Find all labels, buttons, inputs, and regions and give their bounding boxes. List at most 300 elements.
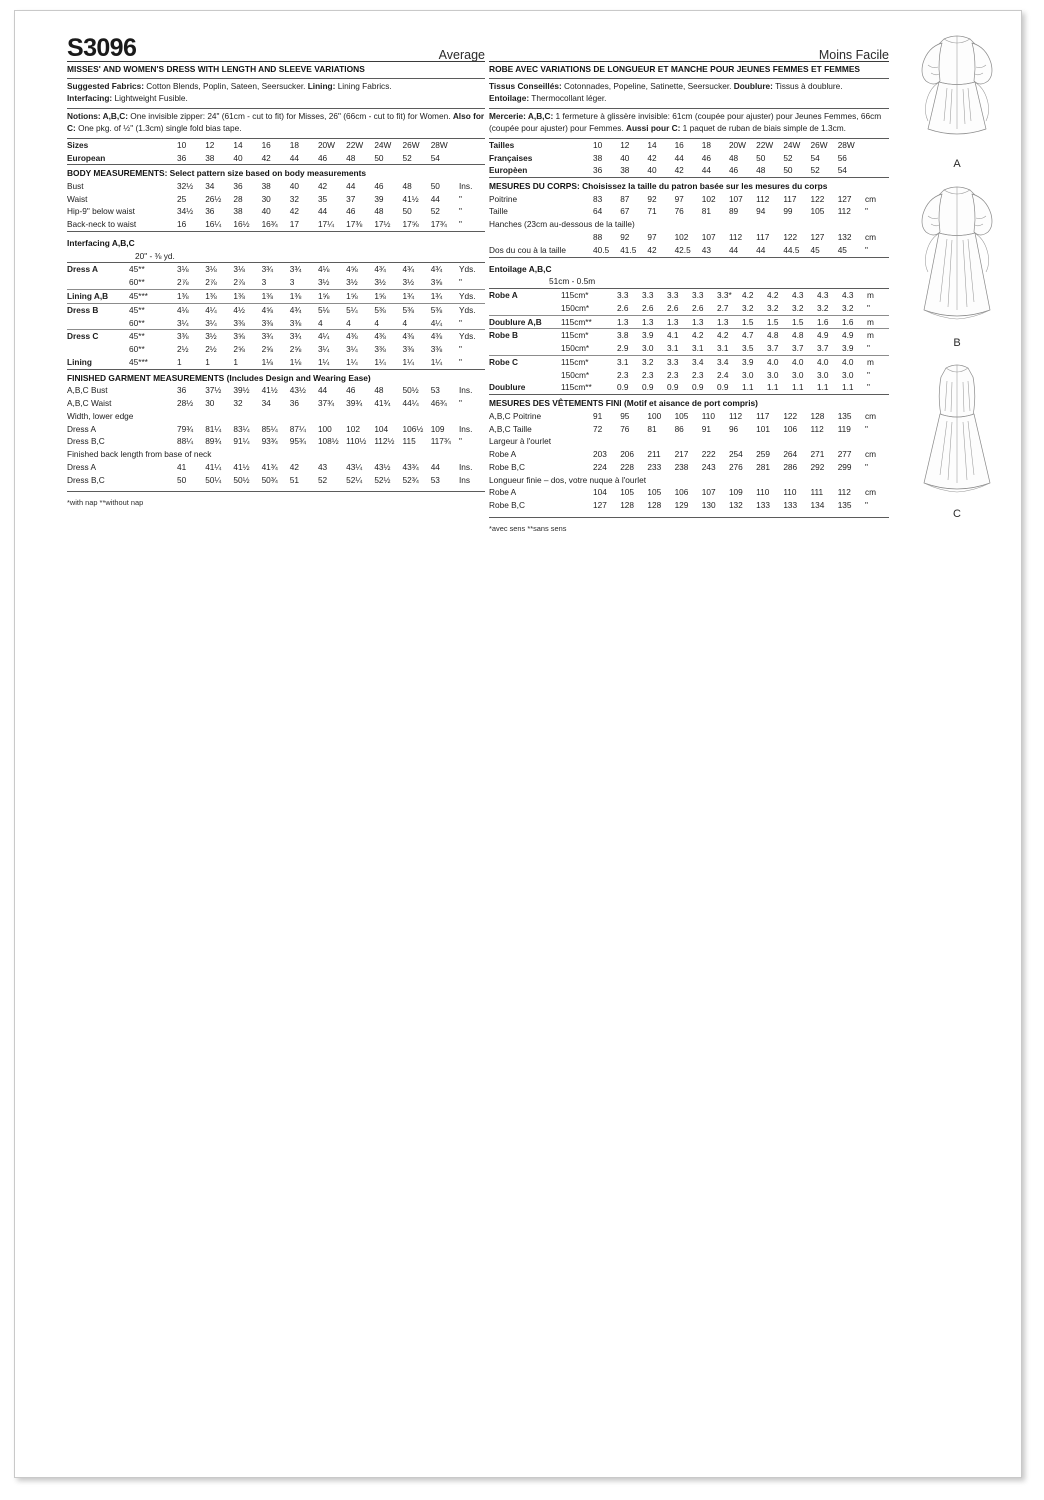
cell-size-1: 41¼: [205, 461, 222, 472]
cell-size-2: 97: [647, 232, 657, 243]
row-unit: ": [459, 436, 462, 447]
cell-size-1: 4¼: [205, 304, 217, 315]
cell-size-5: 1.1: [742, 382, 754, 393]
cell-size-2: 14: [647, 139, 657, 150]
cell-size-7: 4¾: [374, 264, 386, 275]
cell-size-3: 106: [674, 487, 689, 498]
cell-size-9: 109: [430, 423, 445, 434]
cell-size-9: 3.2: [842, 302, 854, 313]
cell-size-3: 3⅜: [261, 317, 274, 328]
interfacing-heading-en: Interfacing A,B,C: [67, 238, 135, 249]
row-label: A,B,C Bust: [67, 385, 108, 396]
cell-size-9: 4.3: [842, 289, 854, 300]
cell-size-7: 50: [783, 165, 793, 176]
cell-size-9: 1¾: [430, 290, 443, 301]
cell-size-9: 28W: [837, 139, 855, 150]
cell-size-3: 3.4: [692, 356, 704, 367]
cell-size-0: 88¼: [177, 436, 194, 447]
cell-size-2: 41½: [233, 461, 250, 472]
cell-size-1: 34: [205, 180, 215, 191]
yardage-table-fr: [489, 288, 889, 394]
table-row: [489, 139, 889, 152]
cell-size-1: 3¼: [205, 317, 217, 328]
cell-size-3: 3¾: [261, 264, 274, 275]
cell-size-4: 3.3*: [717, 289, 732, 300]
body-measurements-table-fr: [489, 193, 889, 219]
cell-size-7: 4.3: [792, 289, 804, 300]
back-length-heading-en: Finished back length from base of neck: [67, 449, 212, 460]
cell-size-8: 45: [810, 244, 820, 255]
cell-size-0: 2.6: [617, 302, 629, 313]
fabric-width: 115cm**: [561, 382, 592, 393]
cell-size-6: 44: [346, 180, 356, 191]
dress-a-drawing: [902, 25, 1012, 160]
hips-table-fr: [489, 231, 889, 257]
cell-size-3: 16: [674, 139, 684, 150]
cell-size-9: 52: [430, 206, 440, 217]
row-unit: ": [459, 277, 462, 288]
cell-size-9: 1¼: [430, 356, 443, 367]
cell-size-2: 1: [233, 356, 238, 367]
row-label: [67, 317, 129, 330]
cell-size-4: 2.4: [717, 369, 729, 380]
cell-size-0: 3.3: [617, 289, 629, 300]
table-row: [489, 486, 889, 499]
cell-size-7: 110: [783, 487, 797, 498]
cell-size-3: 105: [674, 410, 689, 421]
row-label: [489, 342, 561, 355]
row-unit: ": [865, 206, 868, 217]
lining-label-fr: Doublure:: [733, 81, 773, 92]
cell-size-7: 48: [374, 206, 384, 217]
cell-size-9: 4¾: [430, 264, 443, 275]
cell-size-3: 4⅝: [261, 304, 274, 315]
notions-label2-en: Also for C:: [67, 111, 485, 133]
cell-size-4: 243: [701, 461, 716, 472]
cell-size-4: 130: [701, 500, 716, 511]
row-label: [67, 343, 129, 356]
cell-size-6: 1¼: [346, 356, 358, 367]
cell-size-1: 37½: [205, 385, 222, 396]
cell-size-0: 88: [593, 232, 603, 243]
cell-size-1: 3.3: [642, 289, 654, 300]
cell-size-4: 2.7: [717, 302, 729, 313]
cell-size-9: 17¾: [430, 219, 447, 230]
cell-size-2: 105: [647, 487, 662, 498]
table-row: [489, 205, 889, 218]
row-label: A,B,C Taille: [489, 423, 532, 434]
row-unit: ": [459, 398, 462, 409]
cell-size-4: 81: [701, 206, 711, 217]
cell-size-3: 40: [261, 206, 271, 217]
cell-size-9: 53: [430, 385, 440, 396]
cell-size-3: 217: [674, 449, 689, 460]
cell-size-1: 206: [620, 449, 635, 460]
cell-size-9: 44: [430, 193, 440, 204]
cell-size-8: 122: [810, 193, 825, 204]
cell-size-4: 3¾: [289, 331, 302, 342]
yardage-row: [489, 369, 889, 382]
cell-size-7: 264: [783, 449, 798, 460]
cell-size-2: 42: [647, 152, 657, 163]
cell-size-7: 3.2: [792, 302, 804, 313]
cell-size-1: 41.5: [620, 244, 637, 255]
cell-size-5: 109: [728, 487, 743, 498]
fabrics-text-fr: Cotonnades, Popeline, Satinette, Seersucker.: [561, 81, 734, 92]
cell-size-7: 52: [783, 152, 793, 163]
cell-size-7: 4.8: [792, 330, 804, 341]
table-row: [67, 423, 485, 436]
cell-size-9: 3⅝: [430, 277, 443, 288]
fabric-width: 150cm*: [561, 369, 590, 380]
cell-size-0: 28½: [177, 398, 194, 409]
row-label: [67, 276, 129, 289]
notions-text-en: One invisible zipper: 24" (61cm - cut to fit) for Misses, 26" (66cm - cut to fit) for Women.: [128, 111, 453, 122]
body-measurements-table-en: [67, 180, 485, 231]
back-length-table-fr: [489, 486, 889, 512]
cell-size-1: 89¾: [205, 436, 222, 447]
cell-size-3: 2⅝: [261, 344, 274, 355]
cell-size-1: 26½: [205, 193, 222, 204]
cell-size-0: 64: [593, 206, 603, 217]
fabric-width: 45***: [129, 356, 148, 367]
cell-size-6: 1⅝: [346, 290, 358, 301]
cell-size-2: 2.6: [667, 302, 679, 313]
fabric-width: 115cm*: [561, 330, 589, 341]
row-unit: m: [867, 289, 874, 300]
row-label: Doublure A,B: [489, 316, 542, 327]
cell-size-8: 3⅜: [402, 344, 415, 355]
cell-size-3: 3: [261, 277, 267, 288]
notions-label-en: Notions: A,B,C:: [67, 111, 128, 122]
cell-size-4: 51: [289, 474, 299, 485]
cell-size-3: 1.3: [692, 316, 704, 327]
cell-size-6: 46: [346, 206, 356, 217]
cell-size-7: 133: [783, 500, 798, 511]
cell-size-4: 4.2: [717, 330, 729, 341]
yardage-row: [67, 303, 485, 316]
fabric-width: 60**: [129, 317, 145, 328]
yardage-row: [489, 288, 889, 301]
cell-size-9: 135: [837, 410, 852, 421]
row-label: Dress B,C: [67, 474, 105, 485]
cell-size-3: 238: [674, 461, 689, 472]
cell-size-0: 2.9: [617, 343, 629, 354]
cell-size-7: 3½: [374, 277, 386, 288]
cell-size-9: 1.1: [842, 382, 854, 393]
view-illustration-a: [901, 25, 1013, 170]
cell-size-0: 79¾: [177, 423, 194, 434]
cell-size-1: 105: [620, 487, 635, 498]
notions-fr: [489, 109, 889, 138]
cell-size-8: 4: [402, 317, 408, 328]
cell-size-1: 2.3: [642, 369, 654, 380]
interfacing-label-fr: Entoilage:: [489, 92, 530, 103]
row-unit: cm: [865, 410, 877, 421]
notions-label2-fr: Aussi pour C:: [625, 123, 681, 133]
cell-size-7: 3⅜: [374, 344, 386, 355]
cell-size-6: 4⅜: [346, 331, 358, 342]
cell-size-7: 104: [374, 423, 389, 434]
cell-size-1: 16¼: [205, 219, 222, 230]
cell-size-6: 3.0: [767, 369, 779, 380]
cell-size-9: 112: [837, 206, 851, 217]
fabric-width: 45**: [129, 264, 145, 275]
table-row: [67, 435, 485, 448]
cell-size-9: 3.9: [842, 343, 854, 354]
french-header: [489, 33, 889, 61]
body-measurements-heading-en: BODY MEASUREMENTS: Select pattern size based on body measurements: [67, 168, 367, 179]
cell-size-5: 254: [728, 449, 743, 460]
row-unit: Ins.: [459, 423, 473, 434]
cell-size-1: 40: [620, 152, 630, 163]
cell-size-7: 286: [783, 461, 798, 472]
cell-size-8: 52: [402, 152, 412, 163]
cell-size-7: 99: [783, 206, 793, 217]
cell-size-7: 46: [374, 180, 384, 191]
cell-size-9: 299: [837, 461, 852, 472]
cell-size-6: 281: [756, 461, 770, 472]
cell-size-9: 4.0: [842, 356, 854, 367]
table-row: [489, 499, 889, 512]
cell-size-8: 4⅜: [402, 331, 415, 342]
yardage-row: [67, 317, 485, 330]
cell-size-4: 4¾: [289, 304, 302, 315]
row-unit: ": [459, 344, 462, 355]
finished-measurements-table-en: [67, 384, 485, 410]
row-unit: [459, 139, 485, 152]
row-label: Françaises: [489, 152, 533, 163]
row-unit: ": [867, 369, 870, 380]
row-label: Sizes: [67, 139, 89, 150]
cell-size-8: 1.1: [817, 382, 829, 393]
row-unit: Ins.: [459, 385, 473, 396]
row-unit: Yds.: [459, 304, 476, 315]
cell-size-5: 44: [317, 206, 328, 217]
yardage-row: [67, 330, 485, 343]
cell-size-7: 41¾: [374, 398, 391, 409]
cell-size-2: 1.3: [667, 316, 679, 327]
view-illustration-b: [901, 176, 1013, 349]
row-unit: cm: [865, 232, 877, 243]
yardage-row: [489, 355, 889, 368]
cell-size-6: 22W: [756, 139, 774, 150]
cell-size-8: 50: [402, 206, 412, 217]
row-label: Lining: [67, 356, 92, 367]
cell-size-7: 122: [783, 410, 798, 421]
cell-size-9: 4.9: [842, 330, 854, 341]
cell-size-0: 38: [593, 152, 603, 163]
cell-size-9: 46¾: [430, 398, 447, 409]
cell-size-1: 1.3: [642, 316, 654, 327]
table-row: [67, 193, 485, 206]
cell-size-3: 3.3: [692, 289, 704, 300]
cell-size-5: 3½: [317, 277, 330, 288]
row-label: Poitrine: [489, 193, 518, 204]
cell-size-8: 44¼: [402, 398, 419, 409]
notions-text2-fr: 1 paquet de ruban de biais simple de 1.3cm.: [680, 123, 846, 133]
row-unit: ": [865, 500, 868, 511]
dress-c-drawing: [902, 355, 1012, 510]
cell-size-4: 3⅜: [289, 317, 302, 328]
width-lower-edge-table-fr: [489, 448, 889, 474]
cell-size-2: 81: [647, 423, 657, 434]
cell-size-4: 3.4: [717, 356, 729, 367]
cell-size-4: 2⅝: [289, 344, 302, 355]
row-label: Doublure: [489, 382, 526, 393]
cell-size-8: 128: [810, 410, 825, 421]
cell-size-5: 276: [728, 461, 743, 472]
yardage-row: [67, 276, 485, 289]
cell-size-7: 17½: [374, 219, 391, 230]
cell-size-2: 3⅜: [233, 317, 245, 328]
cell-size-2: 38: [233, 206, 243, 217]
cell-size-5: 112: [728, 232, 743, 243]
cell-size-0: 224: [593, 461, 607, 472]
french-pattern-title: ROBE AVEC VARIATIONS DE LONGUEUR ET MANCHE POUR JEUNES FEMMES ET FEMMES: [489, 64, 861, 74]
cell-size-6: 117: [756, 232, 770, 243]
row-unit: [865, 164, 889, 177]
table-row: [489, 448, 889, 461]
cell-size-6: 39¾: [346, 398, 363, 409]
row-unit: m: [867, 316, 874, 327]
cell-size-6: 46: [346, 385, 356, 396]
cell-size-1: 12: [205, 139, 215, 150]
cell-size-3: 1⅛: [261, 356, 274, 367]
cell-size-1: 3.0: [642, 343, 654, 354]
cell-size-6: 3½: [346, 277, 358, 288]
cell-size-9: 53: [430, 474, 440, 485]
cell-size-9: 54: [430, 152, 440, 163]
width-lower-edge-heading-fr: Largeur à l'ourlet: [489, 436, 552, 447]
cell-size-2: 2.3: [667, 369, 679, 380]
cell-size-6: 94: [756, 206, 766, 217]
yardage-table-en: [67, 262, 485, 368]
cell-size-6: 4.2: [767, 289, 779, 300]
cell-size-6: 37: [346, 193, 356, 204]
cell-size-0: 50: [177, 474, 187, 485]
cell-size-4: 3: [289, 277, 295, 288]
cell-size-1: 3½: [205, 331, 217, 342]
cell-size-6: 3.2: [767, 302, 779, 313]
fabric-width: 60**: [129, 344, 145, 355]
cell-size-7: 43½: [374, 461, 391, 472]
cell-size-9: 54: [837, 165, 847, 176]
view-label-a: A: [953, 158, 961, 170]
row-unit: ": [867, 343, 870, 354]
row-label: Robe C: [489, 356, 519, 367]
cell-size-8: 1¼: [402, 356, 415, 367]
cell-size-8: 3.7: [817, 343, 829, 354]
row-label: [489, 369, 561, 382]
cell-size-5: 20W: [317, 139, 335, 150]
cell-size-9: 277: [837, 449, 852, 460]
fabric-width: 115cm**: [561, 316, 592, 327]
english-pattern-title: MISSES' AND WOMEN'S DRESS WITH LENGTH AND SLEEVE VARIATIONS: [67, 64, 365, 74]
cell-size-6: 133: [756, 500, 770, 511]
cell-size-6: 1.5: [767, 316, 779, 327]
yardage-row: [67, 289, 485, 303]
difficulty-level-fr: Moins Facile: [818, 47, 889, 62]
cell-size-2: 91¼: [233, 436, 250, 447]
fabric-width: 115cm*: [561, 289, 589, 300]
row-label: [489, 231, 593, 244]
cell-size-3: 86: [674, 423, 684, 434]
finished-garment-heading-en: FINISHED GARMENT MEASUREMENTS (Includes Design and Wearing Ease): [67, 372, 371, 383]
cell-size-5: 3.5: [742, 343, 754, 354]
table-row: [489, 461, 889, 474]
row-unit: Yds.: [459, 290, 476, 301]
body-measurements-heading-fr: MESURES DU CORPS: Choisissez la taille du patron basée sur les mesures du corps: [489, 181, 828, 192]
cell-size-0: 10: [177, 139, 187, 150]
cell-size-8: 127: [810, 232, 825, 243]
row-unit: ": [459, 356, 462, 367]
cell-size-2: 4.1: [667, 330, 679, 341]
cell-size-8: 5⅜: [402, 304, 415, 315]
cell-size-9: 50: [430, 180, 440, 191]
yardage-row: [489, 302, 889, 315]
cell-size-8: 4.9: [817, 330, 829, 341]
cell-size-1: 38: [620, 165, 630, 176]
cell-size-9: 5⅜: [430, 304, 443, 315]
cell-size-8: 26W: [810, 139, 828, 150]
cell-size-3: 41½: [261, 385, 278, 396]
cell-size-5: 1¼: [317, 356, 330, 367]
cell-size-0: 0.9: [617, 382, 629, 393]
cell-size-8: 271: [810, 449, 825, 460]
cell-size-4: 1.3: [717, 316, 729, 327]
cell-size-6: 117: [756, 410, 770, 421]
cell-size-0: 3¼: [177, 317, 189, 328]
pattern-number: S3096: [67, 34, 137, 62]
row-label: Dress A: [67, 423, 97, 434]
row-label: Dress B,C: [67, 436, 105, 447]
cell-size-4: 107: [701, 232, 716, 243]
cell-size-2: 42: [647, 244, 657, 255]
cell-size-3: 50¾: [261, 474, 278, 485]
cell-size-2: 3⅝: [233, 331, 245, 342]
cell-size-5: 37¾: [317, 398, 335, 409]
cell-size-2: 36: [233, 180, 243, 191]
cell-size-8: 48: [402, 180, 412, 191]
cell-size-0: 16: [177, 219, 187, 230]
row-label: Dress A: [67, 461, 97, 472]
cell-size-7: 4.0: [792, 356, 804, 367]
cell-size-3: 102: [674, 232, 689, 243]
cell-size-0: 41: [177, 461, 187, 472]
cell-size-4: 3¾: [289, 264, 302, 275]
cell-size-7: 24W: [783, 139, 801, 150]
row-unit: Ins: [459, 474, 471, 485]
cell-size-2: 3.3: [667, 289, 679, 300]
cell-size-7: 1⅝: [374, 290, 386, 301]
cell-size-2: 100: [647, 410, 662, 421]
cell-size-7: 1¼: [374, 356, 386, 367]
row-unit: cm: [865, 193, 877, 204]
cell-size-9: 28W: [430, 139, 448, 150]
table-row: [67, 139, 485, 152]
back-length-heading-fr: Longueur finie – dos, votre nuque à l'ourlet: [489, 474, 647, 485]
cell-size-0: 1⅜: [177, 290, 189, 301]
cell-size-0: 72: [593, 423, 603, 434]
row-label: Robe B,C: [489, 461, 525, 472]
cell-size-5: 3¼: [317, 344, 330, 355]
cell-size-5: 1.5: [742, 316, 754, 327]
cell-size-2: 39½: [233, 385, 250, 396]
cell-size-4: 1⅜: [289, 290, 302, 301]
table-row: [489, 152, 889, 165]
cell-size-1: 95: [620, 410, 630, 421]
